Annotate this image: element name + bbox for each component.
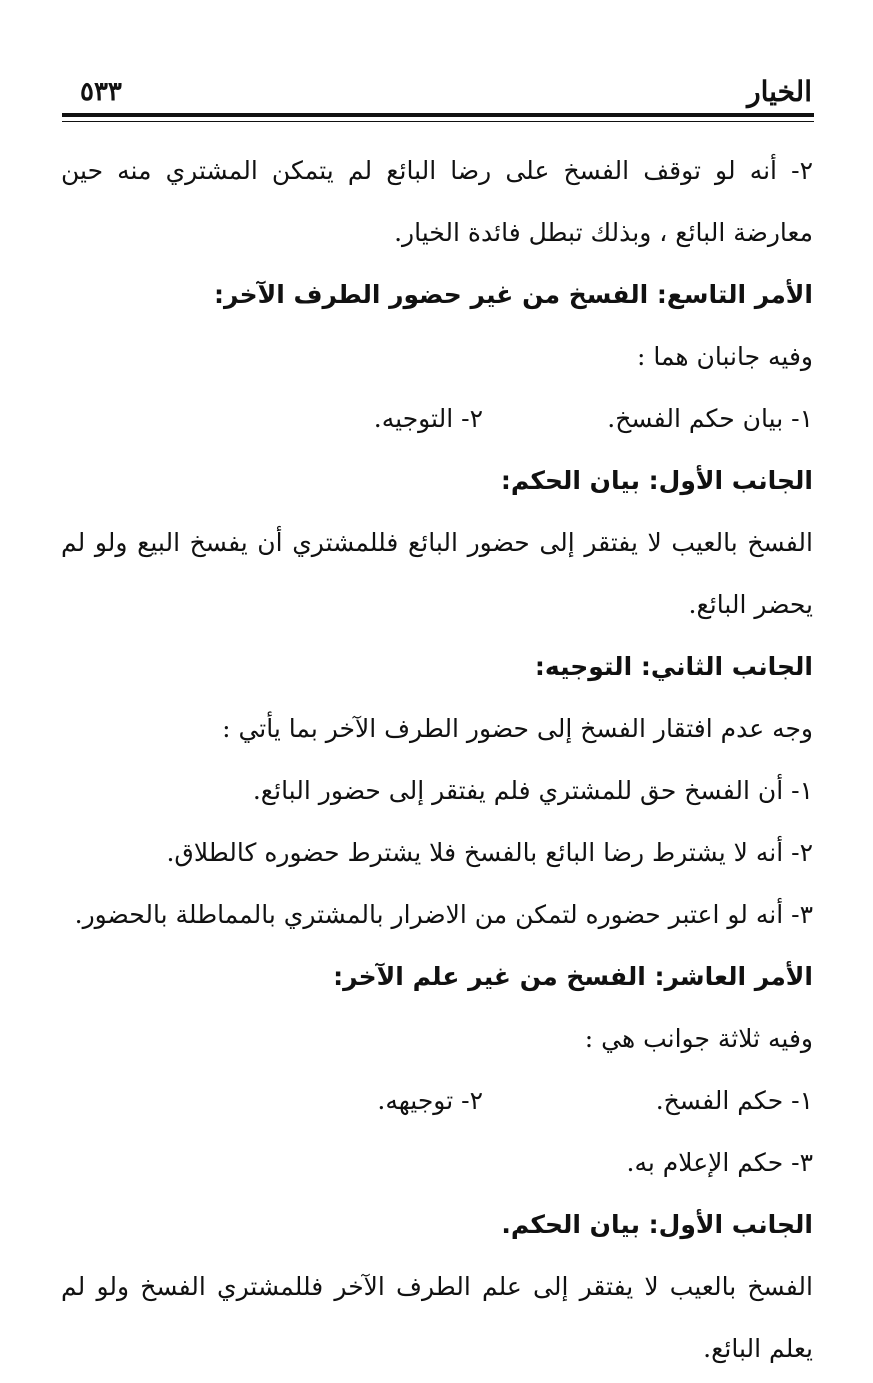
list-item: ١- أن الفسخ حق للمشتري فلم يفتقر إلى حضور البائع. — [252, 776, 813, 805]
running-title: الخيار — [747, 75, 812, 108]
list-item: ٢- توجيهه. — [377, 1086, 483, 1115]
list-item: ١- حكم الفسخ. — [655, 1086, 813, 1115]
subsection-heading: الجانب الأول: بيان الحكم. — [501, 1210, 813, 1239]
paragraph-line: الفسخ بالعيب لا يفتقر إلى علم الطرف الآخر فللمشتري الفسخ ولو لم — [61, 1272, 813, 1301]
page-number: ٥٣٣ — [80, 77, 122, 107]
header-rule-thick — [62, 113, 814, 117]
two-column-list — [61, 1070, 813, 1132]
paragraph-line: وفيه ثلاثة جوانب هي : — [584, 1024, 813, 1053]
paragraph-line: معارضة البائع ، وبذلك تبطل فائدة الخيار. — [394, 218, 813, 247]
section-heading: الأمر التاسع: الفسخ من غير حضور الطرف الآخر: — [214, 280, 813, 309]
subsection-heading: الجانب الأول: بيان الحكم: — [500, 466, 813, 495]
list-item: ١- بيان حكم الفسخ. — [607, 404, 813, 433]
paragraph-line: يحضر البائع. — [688, 590, 813, 619]
two-column-list — [61, 388, 813, 450]
list-item: ٣- أنه لو اعتبر حضوره لتمكن من الاضرار بالمشتري بالمماطلة بالحضور. — [74, 900, 813, 929]
paragraph-line: وفيه جانبان هما : — [636, 342, 813, 371]
page-header — [60, 72, 812, 112]
paragraph-line: وجه عدم افتقار الفسخ إلى حضور الطرف الآخر بما يأتي : — [222, 714, 813, 743]
list-item: ٢- أنه لا يشترط رضا البائع بالفسخ فلا يشترط حضوره كالطلاق. — [166, 838, 813, 867]
subsection-heading: الجانب الثاني: التوجيه: — [534, 652, 813, 681]
paragraph-line: ٢- أنه لو توقف الفسخ على رضا البائع لم يتمكن المشتري منه حين — [61, 156, 813, 185]
paragraph-line: يعلم البائع. — [703, 1334, 813, 1363]
header-rule-thin — [62, 121, 814, 122]
list-item: ٢- التوجيه. — [373, 404, 483, 433]
section-heading: الأمر العاشر: الفسخ من غير علم الآخر: — [333, 962, 813, 991]
paragraph-line: الفسخ بالعيب لا يفتقر إلى حضور البائع فللمشتري أن يفسخ البيع ولو لم — [61, 528, 813, 557]
list-item: ٣- حكم الإعلام به. — [626, 1148, 813, 1177]
page-body — [61, 140, 813, 1380]
